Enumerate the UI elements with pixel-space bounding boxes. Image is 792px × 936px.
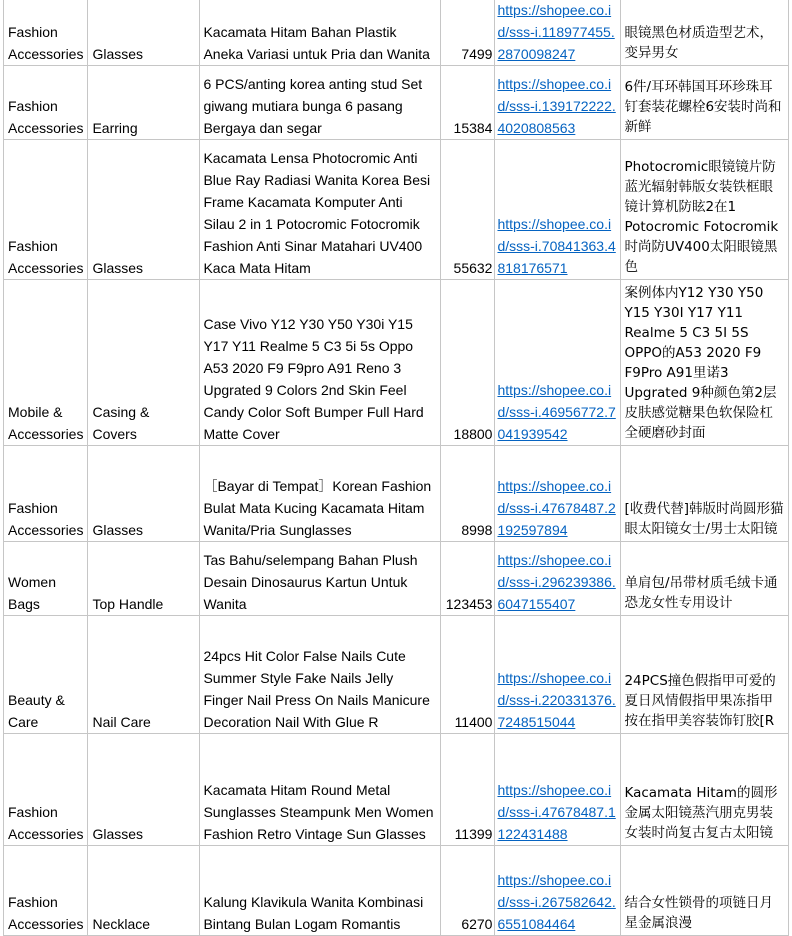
product-link-cell <box>495 66 621 140</box>
category-cell: Mobile & Accessories <box>4 280 88 446</box>
subcategory-cell: Glasses <box>88 734 200 846</box>
category-cell: Fashion Accessories <box>4 0 88 66</box>
product-link-cell <box>495 846 621 936</box>
product-link-cell <box>495 0 621 66</box>
category-cell: Women Bags <box>4 542 88 616</box>
product-link-cell <box>495 140 621 280</box>
table-row <box>4 734 789 846</box>
sold-count-cell: 11400 <box>441 616 495 734</box>
table-row <box>4 280 789 446</box>
table-row <box>4 846 789 936</box>
subcategory-cell: Earring <box>88 66 200 140</box>
product-title-cn-cell: Kacamata Hitam的圆形金属太阳镜蒸汽朋克男装女装时尚复古复古太阳镜 <box>621 734 789 846</box>
product-title-cell: Case Vivo Y12 Y30 Y50 Y30i Y15 Y17 Y11 Realme 5 C3 5i 5s Oppo A53 2020 F9 F9pro A91 Reno 3 Upgrated 9 Colors 2nd Skin Feel Candy Color Soft Bumper Full Hard Matte Cover <box>200 280 441 446</box>
product-title-cell: Tas Bahu/selempang Bahan Plush Desain Dinosaurus Kartun Untuk Wanita <box>200 542 441 616</box>
product-title-cell: Kacamata Hitam Bahan Plastik Aneka Variasi untuk Pria dan Wanita <box>200 0 441 66</box>
product-link-cell <box>495 542 621 616</box>
product-link[interactable]: https://shopee.co.id/sss-i.70841363.4818176571 <box>497 216 616 276</box>
product-link[interactable]: https://shopee.co.id/sss-i.267582642.6551084464 <box>497 872 616 932</box>
product-link[interactable]: https://shopee.co.id/sss-i.118977455.2870098247 <box>497 2 615 62</box>
product-link[interactable]: https://shopee.co.id/sss-i.47678487.1122431488 <box>497 782 616 842</box>
product-link[interactable]: https://shopee.co.id/sss-i.47678487.2192597894 <box>497 478 616 538</box>
product-title-cn-cell: 6件/耳环韩国耳环珍珠耳钉套装花螺栓6安装时尚和新鲜 <box>621 66 789 140</box>
sold-count-cell: 55632 <box>441 140 495 280</box>
table-row <box>4 0 789 66</box>
table-row <box>4 542 789 616</box>
subcategory-cell: Glasses <box>88 446 200 542</box>
product-link[interactable]: https://shopee.co.id/sss-i.220331376.7248515044 <box>497 670 616 730</box>
product-title-cell: 6 PCS/anting korea anting stud Set giwang mutiara bunga 6 pasang Bergaya dan segar <box>200 66 441 140</box>
product-link-cell <box>495 616 621 734</box>
table-row <box>4 446 789 542</box>
subcategory-cell: Glasses <box>88 0 200 66</box>
product-title-cn-cell: [收费代替]韩版时尚圆形猫眼太阳镜女士/男士太阳镜 <box>621 446 789 542</box>
category-cell: Fashion Accessories <box>4 846 88 936</box>
sold-count-cell: 123453 <box>441 542 495 616</box>
table-row <box>4 140 789 280</box>
product-title-cell: Kacamata Hitam Round Metal Sunglasses Steampunk Men Women Fashion Retro Vintage Sun Glasses <box>200 734 441 846</box>
category-cell: Fashion Accessories <box>4 446 88 542</box>
product-link-cell <box>495 280 621 446</box>
category-cell: Fashion Accessories <box>4 140 88 280</box>
table-row <box>4 616 789 734</box>
product-title-cn-cell: 结合女性锁骨的项链日月星金属浪漫 <box>621 846 789 936</box>
sold-count-cell: 18800 <box>441 280 495 446</box>
subcategory-cell: Glasses <box>88 140 200 280</box>
sold-count-cell: 7499 <box>441 0 495 66</box>
sold-count-cell: 15384 <box>441 66 495 140</box>
sold-count-cell: 6270 <box>441 846 495 936</box>
subcategory-cell: Necklace <box>88 846 200 936</box>
product-title-cell: Kalung Klavikula Wanita Kombinasi Bintang Bulan Logam Romantis <box>200 846 441 936</box>
product-title-cell: Kacamata Lensa Photocromic Anti Blue Ray Radiasi Wanita Korea Besi Frame Kacamata Komputer Anti Silau 2 in 1 Potocromic Fotocromik Fashion Anti Sinar Matahari UV400 Kaca Mata Hitam <box>200 140 441 280</box>
subcategory-cell: Casing & Covers <box>88 280 200 446</box>
product-link[interactable]: https://shopee.co.id/sss-i.139172222.4020808563 <box>497 76 616 136</box>
product-title-cn-cell: Photocromic眼镜镜片防蓝光辐射韩版女装铁框眼镜计算机防眩2在1 Potocromic Fotocromik时尚防UV400太阳眼镜黑色 <box>621 140 789 280</box>
product-title-cn-cell: 单肩包/吊带材质毛绒卡通恐龙女性专用设计 <box>621 542 789 616</box>
product-title-cn-cell: 24PCS撞色假指甲可爱的夏日风情假指甲果冻指甲按在指甲美容装饰钉胶[R <box>621 616 789 734</box>
product-table <box>3 0 789 936</box>
product-title-cn-cell: 眼镜黑色材质造型艺术，变异男女 <box>621 0 789 66</box>
product-title-cell: ［Bayar di Tempat］Korean Fashion Bulat Mata Kucing Kacamata Hitam Wanita/Pria Sunglasses <box>200 446 441 542</box>
category-cell: Fashion Accessories <box>4 734 88 846</box>
product-link[interactable]: https://shopee.co.id/sss-i.46956772.7041939542 <box>497 382 616 442</box>
product-link-cell <box>495 734 621 846</box>
product-table-body <box>4 0 789 936</box>
product-title-cn-cell: 案例体内Y12 Y30 Y50 Y15 Y30I Y17 Y11 Realme 5 C3 5I 5S OPPO的A53 2020 F9 F9Pro A91里诺3 Upgrated 9种颜色第2层皮肤感觉糖果色软保险杠全硬磨砂封面 <box>621 280 789 446</box>
product-title-cell: 24pcs Hit Color False Nails Cute Summer Style Fake Nails Jelly Finger Nail Press On Nails Manicure Decoration Nail With Glue R <box>200 616 441 734</box>
sold-count-cell: 8998 <box>441 446 495 542</box>
category-cell: Fashion Accessories <box>4 66 88 140</box>
category-cell: Beauty & Care <box>4 616 88 734</box>
subcategory-cell: Top Handle <box>88 542 200 616</box>
sold-count-cell: 11399 <box>441 734 495 846</box>
subcategory-cell: Nail Care <box>88 616 200 734</box>
table-row <box>4 66 789 140</box>
product-link[interactable]: https://shopee.co.id/sss-i.296239386.6047155407 <box>497 552 616 612</box>
product-link-cell <box>495 446 621 542</box>
